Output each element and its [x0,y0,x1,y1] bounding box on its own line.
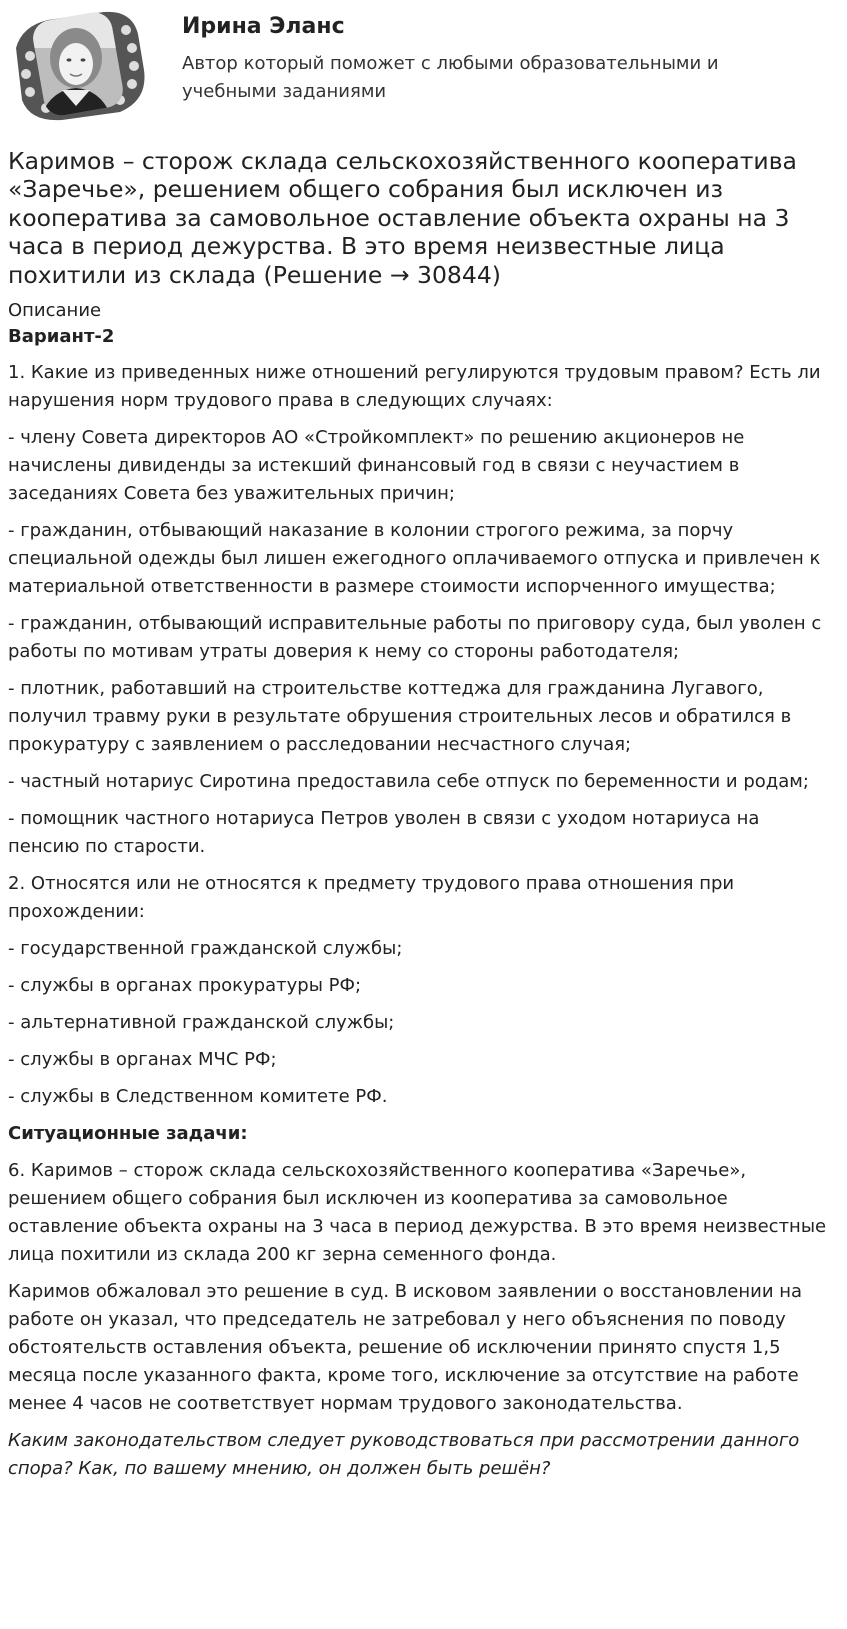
list-item: - государственной гражданской службы; [8,938,403,960]
list-item: - гражданин, отбывающий исправительные работы по приговору суда, был уволен с работы по мотивам утраты доверия к нему со стороны работодателя; [8,613,822,663]
list-item: - члену Совета директоров АО «Стройкомплект» по решению акционеров не начислены дивиденды за истекший финансовый год в связи с неучастием в заседаниях Совета без уважительных причин; [8,427,745,505]
task-6-question: Каким законодательством следует руководствоваться при рассмотрении данного спора? Как, по вашему мнению, он должен быть решён? [8,1430,800,1480]
question-1: 1. Какие из приведенных ниже отношений регулируются трудовым правом? Есть ли нарушения норм трудового права в следующих случаях: [8,362,821,412]
task-6-appeal: Каримов обжаловал это решение в суд. В исковом заявлении о восстановлении на работе он указал, что председатель не затребовал у него объяснения по поводу обстоятельств оставления объекта, решение об исключении принято спустя 1,5 месяца после указанного факта, кроме того, исключение за отсутствие на работе менее 4 часов не соответствует нормам трудового законодательства. [8,1281,803,1415]
list-item: - гражданин, отбывающий наказание в колонии строгого режима, за порчу специальной одежды был лишен ежегодного оплачиваемого отпуска и привлечен к материальной ответственности в размере стоимости испорченного имущества; [8,520,821,598]
list-item: - помощник частного нотариуса Петров уволен в связи с уходом нотариуса на пенсию по старости. [8,808,760,858]
situational-tasks-heading: Ситуационные задачи: [8,1123,248,1145]
list-item: - альтернативной гражданской службы; [8,1012,395,1034]
author-card [8,8,828,126]
article [8,147,834,1492]
article-title: Каримов – сторож склада сельскохозяйственного кооператива «Заречье», решением общего собрания был исключен из кооператива за самовольное оставление объекта охраны на 3 часа в период дежурства. В это время неизвестные лица похитили из склада (Решение → 30844) [8,147,797,289]
author-description: Автор который поможет с любыми образовательными и учебными заданиями [182,53,719,102]
question-2: 2. Относятся или не относятся к предмету трудового права отношения при прохождении: [8,873,735,923]
author-avatar[interactable] [8,8,148,124]
variant-label: Вариант-2 [8,326,115,348]
author-name[interactable]: Ирина Эланс [182,14,345,39]
list-item: - службы в Следственном комитете РФ. [8,1086,388,1108]
list-item: - частный нотариус Сиротина предоставила себе отпуск по беременности и родам; [8,771,809,793]
list-item: - службы в органах МЧС РФ; [8,1049,277,1071]
list-item: - службы в органах прокуратуры РФ; [8,975,362,997]
description-label: Описание [8,300,102,322]
task-6: 6. Каримов – сторож склада сельскохозяйственного кооператива «Заречье», решением общего собрания был исключен из кооператива за самовольное оставление объекта охраны на 3 часа в период дежурства. В это время неизвестные лица похитили из склада 200 кг зерна семенного фонда. [8,1160,827,1266]
list-item: - плотник, работавший на строительстве коттеджа для гражданина Лугавого, получил травму руки в результате обрушения строительных лесов и обратился в прокуратуру с заявлением о расследовании несчастного случая; [8,678,792,756]
